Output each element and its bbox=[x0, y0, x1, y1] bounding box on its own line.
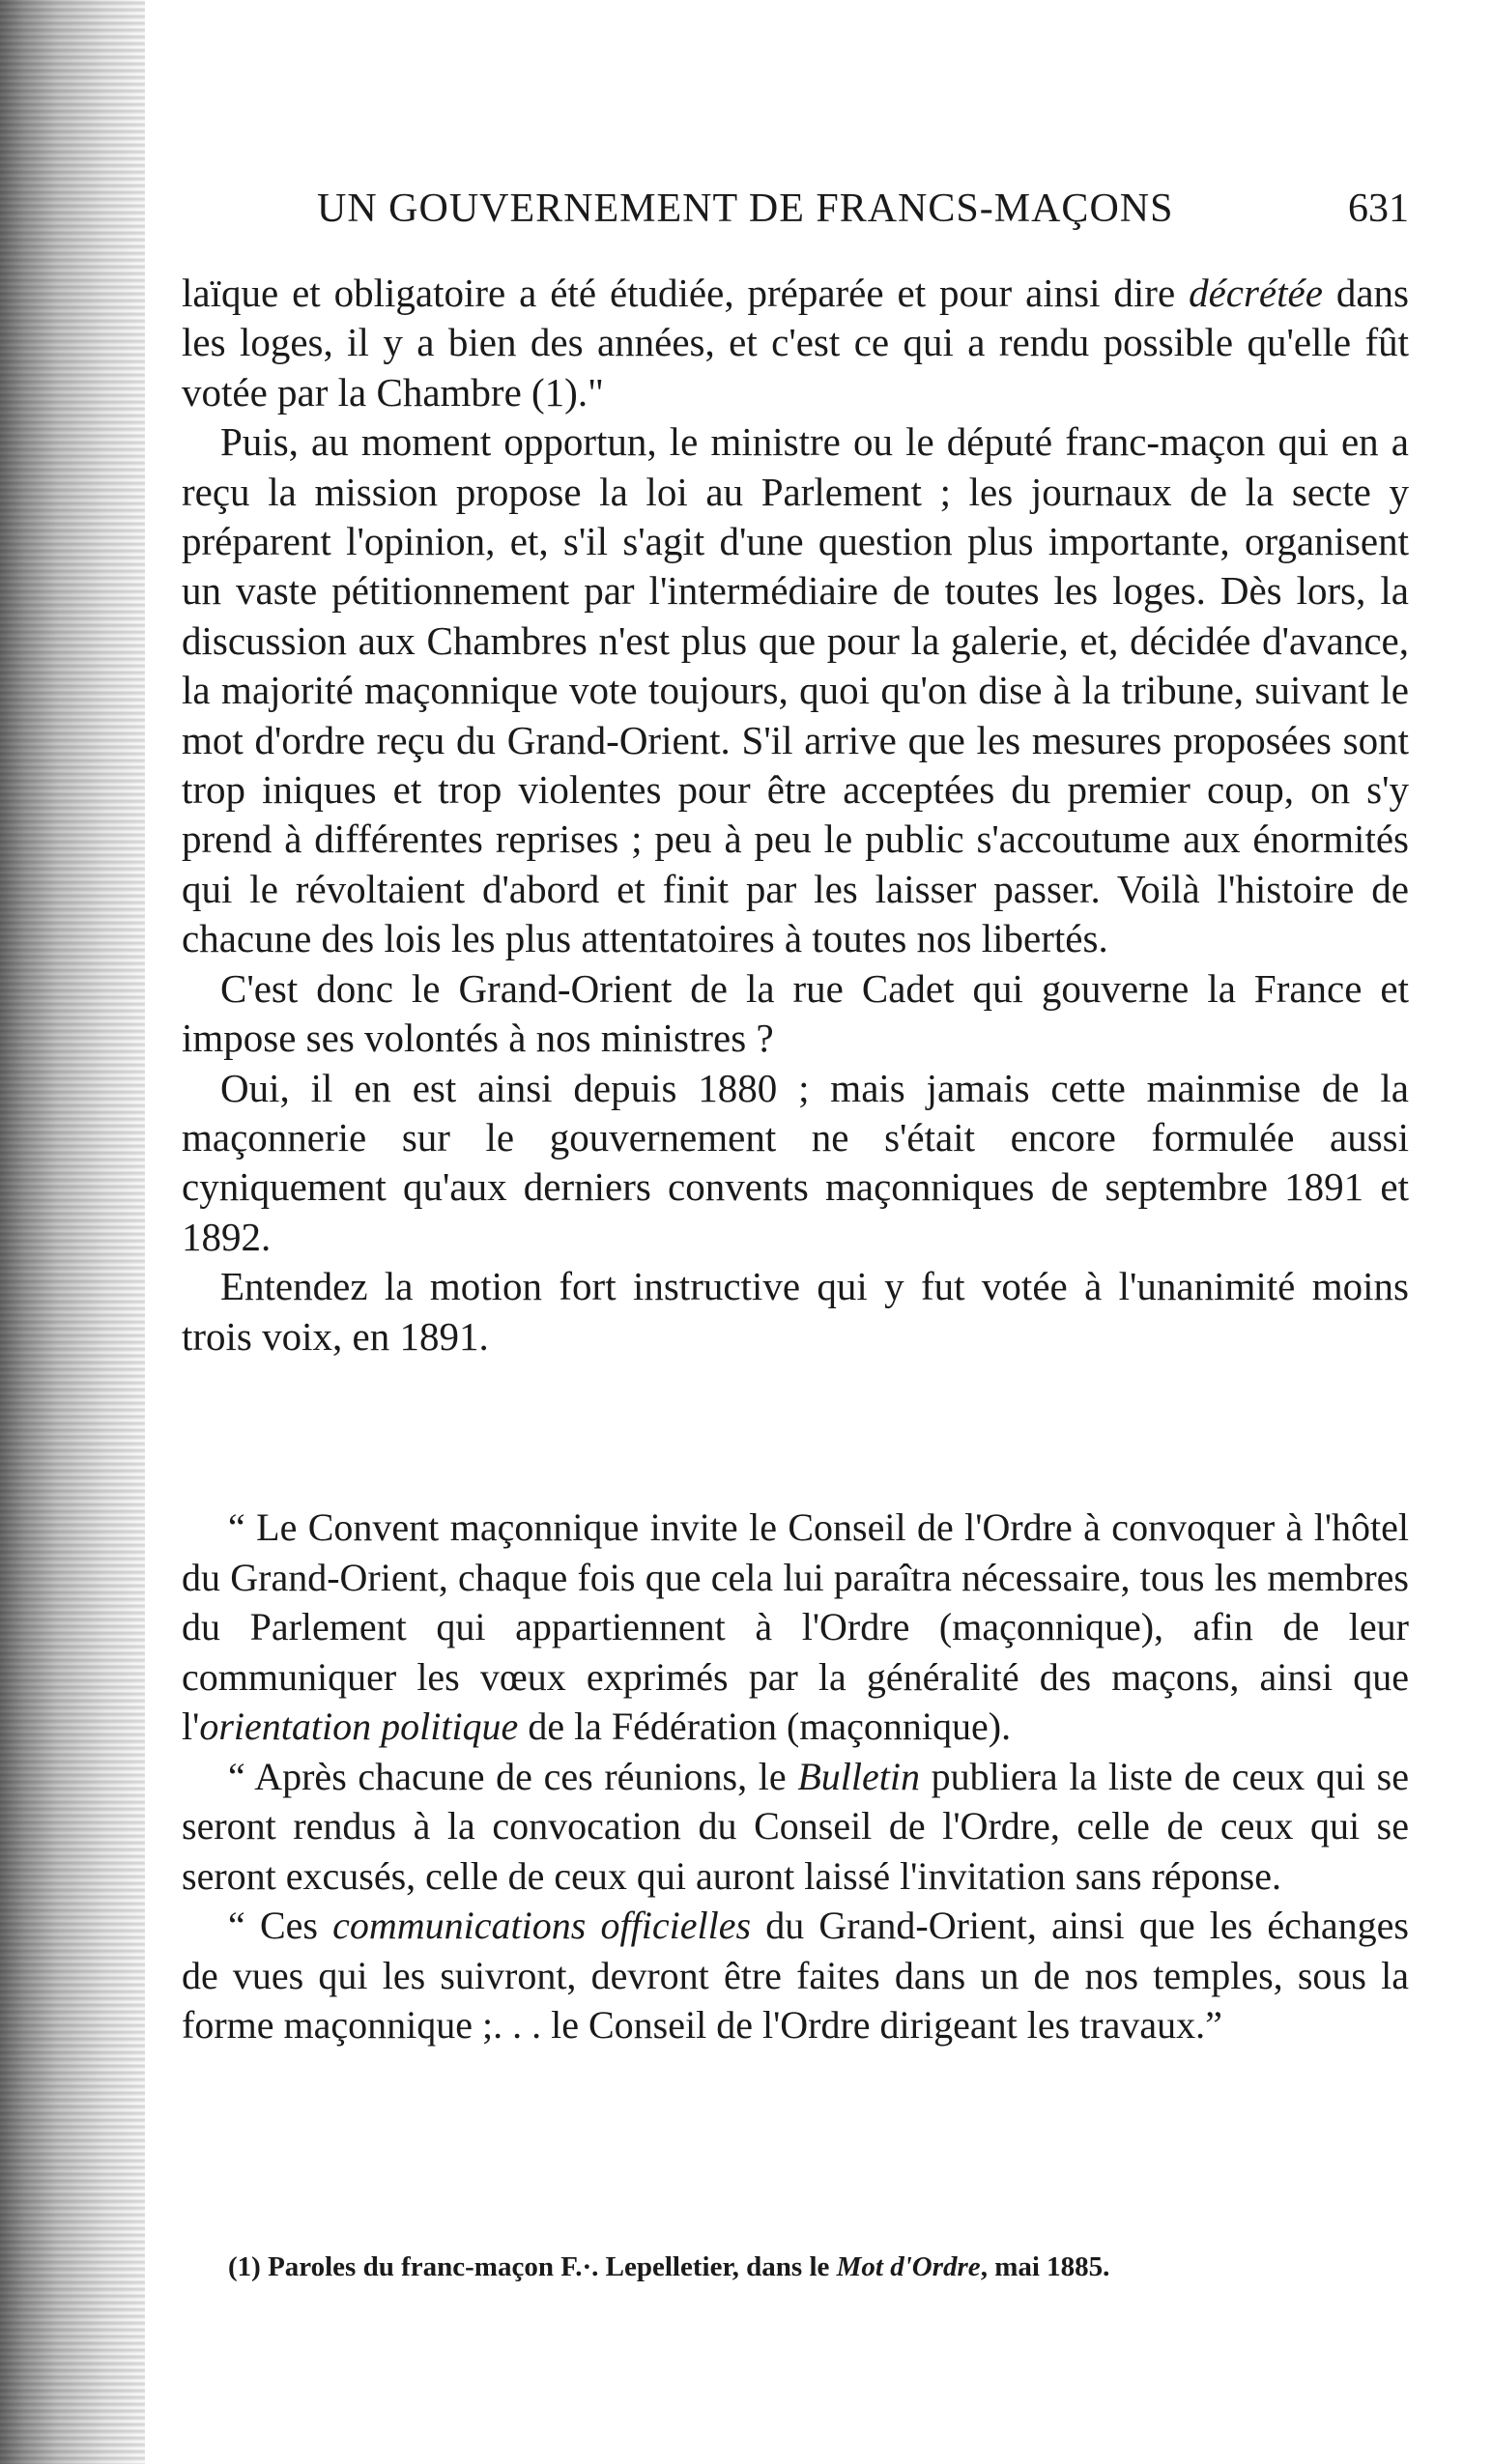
book-page bbox=[182, 0, 1409, 2464]
paragraph-3: C'est donc le Grand-Orient de la rue Cadet qui gouverne la France et impose ses volontés à nos ministres ? bbox=[182, 965, 1409, 1061]
paragraph-1-italic: décrétée bbox=[1189, 271, 1323, 315]
footnote-text-c: , mai 1885. bbox=[980, 2251, 1110, 2282]
running-header bbox=[182, 186, 1409, 244]
quote-1-text-a: “ Le Convent maçonnique invite le Conseil de l'Ordre à convoquer à l'hôtel du Grand-Orient, chaque fois que cela lui paraîtra nécessaire, tous les membres du Parlement qui appartiennent à l'Ordre (maçonnique), afin de leur communiquer les vœux exprimés par la généralité des maçons, ainsi que l' bbox=[182, 1505, 1409, 1748]
footnote-text-a: (1) Paroles du franc-maçon F.·. Lepelletier, dans le bbox=[228, 2251, 837, 2282]
paragraph-1-text-a: laïque et obligatoire a été étudiée, préparée et pour ainsi dire bbox=[182, 271, 1190, 315]
paragraph-5: Entendez la motion fort instructive qui y fut votée à l'unanimité moins trois voix, en 1891. bbox=[182, 1264, 1409, 1359]
paragraph-2: Puis, au moment opportun, le ministre ou le député franc-maçon qui en a reçu la mission propose la loi au Parlement ; les journaux de la secte y préparent l'opinion, et, s'il s'agit d'une question plus importante, organisent un vaste pétitionnement par l'intermédiaire de toutes les loges. Dès lors, la discussion aux Chambres n'est plus que pour la galerie, et, décidée d'avance, la majorité maçonnique vote toujours, quoi qu'on dise à la tribune, suivant le mot d'ordre reçu du Grand-Orient. S'il arrive que les mesures proposées sont trop iniques et trop violentes pour être acceptées du premier coup, on s'y prend à différentes reprises ; peu à peu le public s'accoutume aux énormités qui le révoltaient d'abord et finit par les laisser passer. Voilà l'histoire de chacune des lois les plus attentatoires à toutes nos libertés. bbox=[182, 419, 1409, 961]
quote-2-text-c: publiera la liste de ceux qui se seront rendus à la convocation du Conseil de l'Ordre, celle de ceux qui se seront excusés, celle de ceux qui auront laissé l'invitation sans réponse. bbox=[182, 1754, 1409, 1898]
footnote bbox=[228, 2251, 1409, 2283]
quote-3-text-c: du Grand-Orient, ainsi que les échanges de vues qui les suivront, devront être faites dans un de nos temples, sous la forme maçonnique ;. . . le Conseil de l'Ordre dirigeant les travaux.” bbox=[182, 1904, 1409, 2047]
quote-3-text-a: “ Ces bbox=[228, 1904, 333, 1947]
quote-paragraph-3 bbox=[182, 1901, 1409, 2050]
page-number: 631 bbox=[1348, 186, 1409, 231]
quote-2-text-a: “ Après chacune de ces réunions, le bbox=[228, 1754, 798, 1798]
quote-3-italic: communications officielles bbox=[332, 1904, 752, 1947]
footnote-italic: Mot d'Ordre bbox=[836, 2251, 981, 2282]
quote-paragraph-2 bbox=[182, 1752, 1409, 1902]
quoted-motion bbox=[182, 1503, 1409, 2050]
quote-2-italic: Bulletin bbox=[797, 1754, 920, 1798]
scan-spine-shadow bbox=[0, 0, 145, 2464]
running-title: UN GOUVERNEMENT DE FRANCS-MAÇONS bbox=[317, 186, 1174, 231]
paragraph-4: Oui, il en est ainsi depuis 1880 ; mais jamais cette mainmise de la maçonnerie sur le gouvernement ne s'était encore formulée aussi cyniquement qu'aux derniers convents maçonniques de septembre 1891 et 1892. bbox=[182, 1065, 1409, 1259]
paragraph-1 bbox=[182, 269, 1409, 417]
main-text bbox=[182, 269, 1409, 1361]
quote-1-text-c: de la Fédération (maçonnique). bbox=[518, 1705, 1012, 1748]
quote-paragraph-1 bbox=[182, 1503, 1409, 1752]
paragraph-1-text-c: dans les loges, il y a bien des années, et c'est ce qui a rendu possible qu'elle fût votée par la Chambre (1)." bbox=[182, 271, 1409, 415]
quote-1-italic: orientation politique bbox=[199, 1705, 519, 1748]
